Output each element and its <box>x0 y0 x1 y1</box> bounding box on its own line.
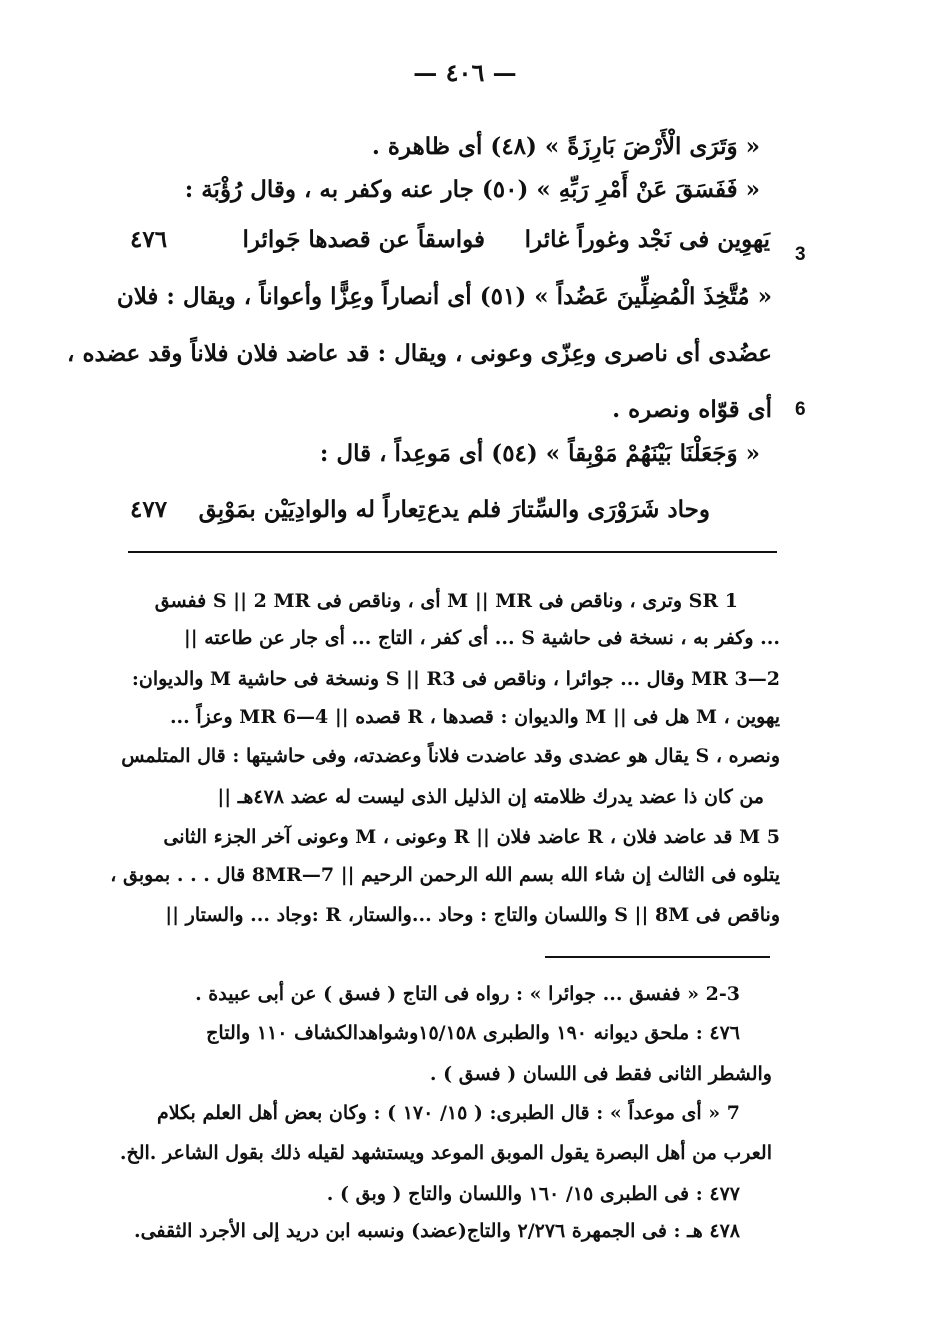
footnote-line: ٤٧٨ هـ : فى الجمهرة ٢/٢٧٦ والتاج(عضد) ونسبه ابن دريد إلى الأجرد الثقفى. <box>133 1220 740 1242</box>
margin-number-6: 6 <box>795 399 806 420</box>
footnote-line: 2-3 « ففسق ... جوائرا » : رواه فى التاج ( فسق ) عن أبى عبيدة . <box>195 983 740 1005</box>
verse-hemistich-2: تِعاراً له والوادِيَيْن بمَوْبِق <box>198 496 425 523</box>
footnote-line: والشطر الثانى فقط فى اللسان ( فسق ) . <box>429 1063 772 1085</box>
main-line-7: « وَجَعَلْنَا بَيْنَهُمْ مَوْبِقاً » (٥٤) أى مَوعِداً ، قال : <box>319 440 760 467</box>
verse-477 <box>130 496 710 536</box>
main-rule <box>128 551 777 553</box>
footnote-line: ٤٧٦ : ملحق ديوانه ١٩٠ والطبرى ١٥/١٥٨وشواهدالكشاف ١١٠ والتاج <box>206 1022 740 1044</box>
apparatus-line: وناقص فى S || 8M واللسان والتاج : وحاد ...والستار، R :وجاد ... والستار || <box>165 904 780 926</box>
apparatus-line: 2—3 MR وقال ... جوائرا ، وناقص فى S || R3 ونسخة فى حاشية M والديوان: <box>131 668 780 690</box>
verse-476 <box>130 226 770 266</box>
apparatus-line: يهوين ، M هل فى || M والديوان : قصدها ، R قصده || 4—6 MR وعزاً ... <box>169 706 780 728</box>
verse-hemistich-2: فواسقاً عن قصدها جَوائرا <box>242 226 485 253</box>
footnote-rule <box>545 956 770 958</box>
main-line-1: « وَتَرَى الْأَرْضَ بَارِزَةً » (٤٨) أى ظاهرة . <box>371 133 760 160</box>
apparatus-line: من كان ذا عضد يدرك ظلامته إن الذليل الذى ليست له عضد ٤٧٨هـ || <box>217 786 764 808</box>
verse-number: ٤٧٧ <box>130 496 168 523</box>
margin-number-3: 3 <box>795 244 806 265</box>
main-line-2: « فَفَسَقَ عَنْ أَمْرِ رَبِّهِ » (٥٠) جار عنه وكفر به ، وقال رُؤْبَة : <box>184 176 760 203</box>
verse-number: ٤٧٦ <box>130 226 168 253</box>
apparatus-line: 5 M قد عاضد فلان ، R عاضد فلان || R وعونى ، M وعونى آخر الجزء الثانى <box>163 826 780 848</box>
verse-hemistich-1: وحاد شَرَوْرَى والسِّتارَ فلم يدع <box>427 496 710 523</box>
page-number: — ٤٠٦ — <box>413 58 517 87</box>
footnote-line: 7 « أى موعداً » : قال الطبرى: ( ١٥/ ١٧٠ ) : وكان بعض أهل العلم بكلام <box>156 1102 740 1124</box>
footnote-line: ٤٧٧ : فى الطبرى ١٥/ ١٦٠ واللسان والتاج ( وبق ) . <box>326 1183 740 1205</box>
verse-hemistich-1: يَهوِين فى نَجْد وغوراً غائرا <box>524 226 770 253</box>
footnote-line: العرب من أهل البصرة يقول الموبق الموعد ويستشهد لقيله ذلك بقول الشاعر .الخ. <box>119 1142 772 1164</box>
apparatus-line: ... وكفر به ، نسخة فى حاشية S ... أى كفر ، التاج ... أى جار عن طاعته || <box>183 627 780 649</box>
main-line-5: عضُدى أى ناصرى وعِزّى وعونى ، ويقال : قد عاضد فلان فلاناً وقد عضده ، <box>67 340 772 367</box>
apparatus-line: SR 1 وترى ، وناقص فى M || MR أى ، وناقص فى S || 2 MR ففسق <box>154 590 738 612</box>
apparatus-line: يتلوه فى الثالث إن شاء الله بسم الله الرحمن الرحيم || 7—8MR قال . . . بموبق ، <box>110 864 780 886</box>
main-line-6: أى قوّاه ونصره . <box>612 396 772 423</box>
main-line-4: « مُتَّخِذَ الْمُضِلِّينَ عَضُداً » (٥١) أى أنصاراً وعِزًّا وأعواناً ، ويقال : فلان <box>116 283 772 310</box>
apparatus-line: ونصره ، S يقال هو عضدى وقد عاضدت فلاناً وعضدته، وفى حاشيتها : قال المتلمس <box>121 745 780 767</box>
